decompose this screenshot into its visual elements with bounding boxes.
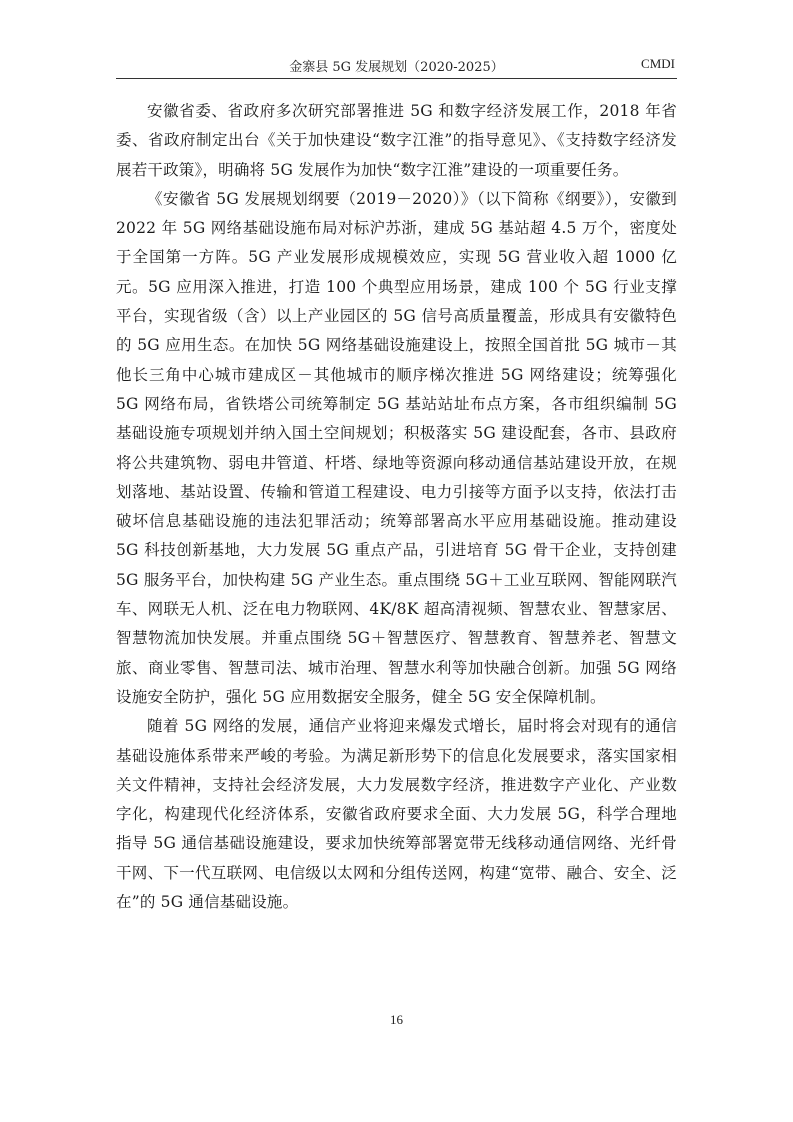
paragraph-development: 随着 5G 网络的发展，通信产业将迎来爆发式增长，届时将会对现有的通信基础设施体系带来严峻的考验。为满足新形势下的信息化发展要求，落实国家相关文件精神，支持社会经济发展，大力发展数字经济，推进数字产业化、产业数字化，构建现代化经济体系，安徽省政府要求全面、大力发展 5G，科学合理地指导 5G 通信基础设施建设，要求加快统筹部署宽带无线移动通信网络、光纤骨干网、下一代互联网、电信级以太网和分组传送网，构建“宽带、融合、安全、泛在”的 5G 通信基础设施。 [116, 717, 677, 912]
page-header [116, 52, 677, 79]
paragraph-intro: 安徽省委、省政府多次研究部署推进 5G 和数字经济发展工作，2018 年省委、省政府制定出台《关于加快建设“数字江淮”的指导意见》、《支持数字经济发展若干政策》，明确将 5G 发展作为加快“数字江淮”建设的一项重要任务。 [116, 102, 677, 179]
paragraph-plan-outline: 《安徽省 5G 发展规划纲要（2019－2020）》（以下简称《纲要》），安徽到 2022 年 5G 网络基础设施布局对标沪苏浙，建成 5G 基站超 4.5 万个，密度处于全国第一方阵。5G 产业发展形成规模效应，实现 5G 营业收入超 1000 亿元。5G 应用深入推进，打造 100 个典型应用场景，建成 100 个 5G 行业支撑平台，实现省级（含）以上产业园区的 5G 信号高质量覆盖，形成具有安徽特色的 5G 应用生态。在加快 5G 网络基础设施建设上，按照全国首批 5G 城市－其他长三角中心城市建成区－其他城市的顺序梯次推进 5G 网络建设；统筹强化 5G 网络布局，省铁塔公司统筹制定 5G 基站站址布点方案，各市组织编制 5G 基础设施专项规划并纳入国土空间规划；积极落实 5G 建设配套，各市、县政府将公共建筑物、弱电井管道、杆塔、绿地等资源向移动通信基站建设开放，在规划落地、基站设置、传输和管道工程建设、电力引接等方面予以支持，依法打击破坏信息基础设施的违法犯罪活动；统筹部署高水平应用基础设施。推动建设 5G 科技创新基地，大力发展 5G 重点产品，引进培育 5G 骨干企业，支持创建 5G 服务平台，加快构建 5G 产业生态。重点围绕 5G＋工业互联网、智能网联汽车、网联无人机、泛在电力物联网、4K/8K 超高清视频、智慧农业、智慧家居、智慧物流加快发展。并重点围绕 5G＋智慧医疗、智慧教育、智慧养老、智慧文旅、商业零售、智慧司法、城市治理、智慧水利等加快融合创新。加强 5G 网络设施安全防护，强化 5G 应用数据安全服务，健全 5G 安全保障机制。 [116, 189, 677, 706]
organization-label: CMDI [641, 56, 675, 71]
page-number: 16 [390, 1012, 403, 1027]
document-body [116, 97, 677, 917]
document-title: 金寨县 5G 发展规划（2020-2025） [289, 60, 504, 75]
